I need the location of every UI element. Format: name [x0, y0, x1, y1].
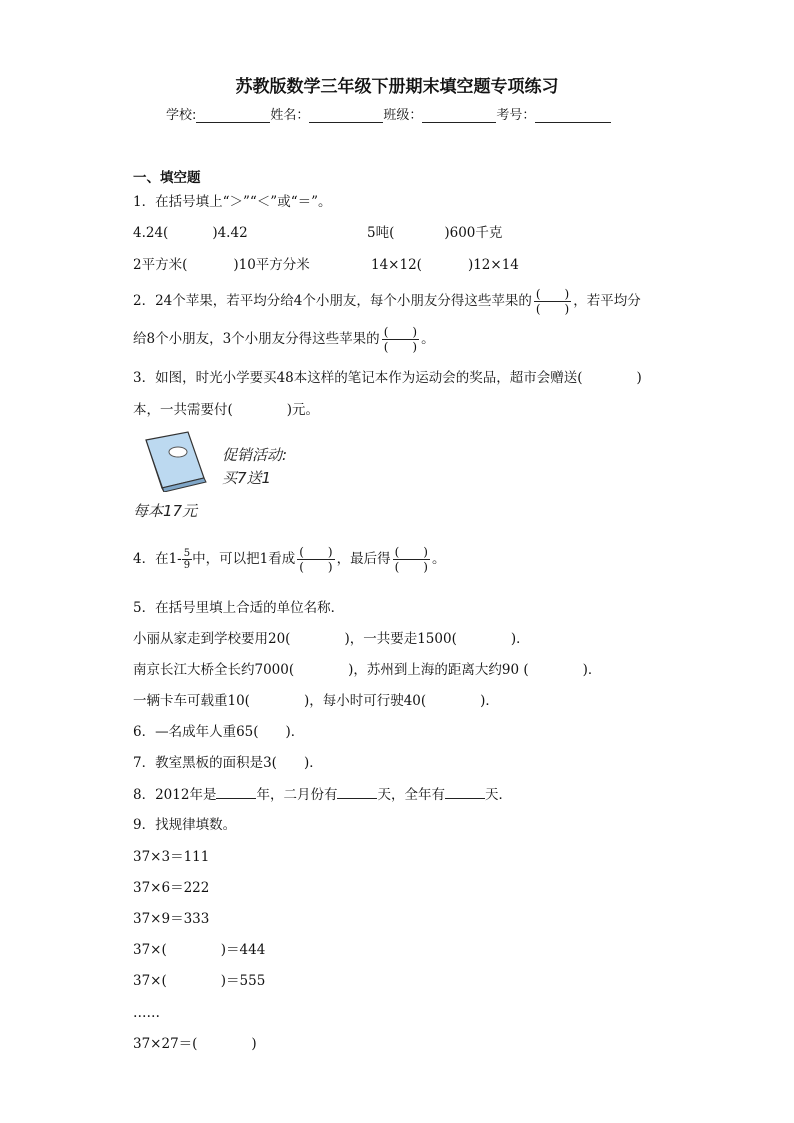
q8-text-4: 天．: [484, 787, 512, 803]
q4-frac-num: 5: [183, 548, 191, 559]
q2-text-3: 给8个小朋友，3个小朋友分得这些苹果的: [133, 331, 380, 347]
q8-text-3: 天，全年有: [377, 787, 445, 803]
q8-blank-feb[interactable]: [337, 785, 377, 799]
class-label: 班级：: [383, 108, 423, 123]
notebook-label: [169, 447, 187, 457]
q1-b-left: 5吨(: [367, 225, 395, 241]
page-title: 苏教版数学三年级下册期末填空题专项练习: [235, 77, 559, 97]
q1-d-right: )12×14: [467, 257, 519, 273]
q1-a-right: )4.42: [212, 225, 248, 241]
q2-fraction-blank-2[interactable]: [382, 325, 419, 354]
number-blank[interactable]: [535, 108, 611, 123]
q2-fraction-blank-1[interactable]: [534, 287, 571, 316]
q1-stem: 1．在括号填上“＞”“＜”或“＝”。: [133, 194, 332, 210]
class-blank[interactable]: [422, 108, 496, 123]
q9-row-6[interactable]: 37×27＝( ): [133, 1036, 257, 1052]
q4-fraction-blank-1[interactable]: [297, 545, 334, 574]
q1-c-right: )10平方分米: [233, 257, 310, 273]
q9-stem: 9．找规律填数。: [133, 817, 237, 833]
q9-row-3: 37×9＝333: [133, 911, 210, 927]
q9-row-1: 37×3＝111: [133, 849, 210, 865]
q8-text-2: 年，二月份有: [256, 787, 338, 803]
q4-blank1-num: ( ): [299, 545, 333, 559]
q1-c-left: 2平方米(: [133, 257, 188, 273]
q1-a-left: 4.24(: [133, 225, 169, 241]
name-label: 姓名：: [270, 108, 310, 123]
q3-line2[interactable]: 本，一共需要付( )元。: [133, 402, 320, 418]
q4-text-4: 。: [431, 551, 446, 567]
q4-text-3: ，最后得: [336, 551, 391, 567]
q1-item-d[interactable]: [371, 256, 519, 274]
q9-row-4[interactable]: 37×( )＝444: [133, 942, 266, 958]
q9-row-2: 37×6＝222: [133, 880, 210, 896]
q4-text-2: 中，可以把1看成: [192, 551, 296, 567]
q2-text-1: 2．24个苹果，若平均分给4个小朋友，每个小朋友分得这些苹果的: [133, 293, 532, 309]
name-blank[interactable]: [309, 108, 383, 123]
number-label: 考号：: [496, 108, 536, 123]
q1-item-c[interactable]: [133, 256, 310, 274]
q5-line1[interactable]: 小丽从家走到学校要用20( )，一共要走1500( )．: [133, 631, 530, 647]
q1-item-b[interactable]: [367, 224, 502, 242]
q1-b-right: )600千克: [444, 225, 503, 241]
q5-line2[interactable]: 南京长江大桥全长约7000( )，苏州到上海的距离大约90 ( )．: [133, 662, 602, 678]
promo-offer: 买7送1: [222, 469, 272, 487]
q9-ellipsis: ……: [133, 1005, 160, 1021]
q2-frac2-num: ( ): [383, 325, 418, 339]
q1-d-left: 14×12(: [371, 257, 422, 273]
q4-blank2-num: ( ): [394, 545, 428, 559]
school-label: 学校:: [166, 108, 197, 123]
q2-line2: [133, 322, 435, 356]
q3-line1[interactable]: 3．如图，时光小学要买48本这样的笔记本作为运动会的奖品，超市会赠送( ): [133, 370, 642, 386]
q2-frac1-num: ( ): [535, 287, 570, 301]
q2-frac2-den: ( ): [383, 340, 418, 354]
q4-given-fraction: [182, 548, 192, 571]
q1-item-a[interactable]: [133, 224, 248, 242]
q4-line: [133, 540, 445, 578]
notebook-image: [142, 430, 212, 492]
q8-text-1: 8．2012年是: [133, 787, 217, 803]
promo-title: 促销活动:: [222, 446, 288, 464]
price-note: 每本17元: [133, 502, 198, 520]
q4-frac-den: 9: [183, 560, 191, 571]
q2-text-4: 。: [421, 331, 435, 347]
q5-stem: 5．在括号里填上合适的单位名称．: [133, 600, 345, 616]
q2-text-2: ，若平均分: [573, 293, 641, 309]
q8-line: [133, 785, 512, 804]
q5-line3[interactable]: 一辆卡车可载重10( )，每小时可行驶40( )．: [133, 693, 499, 709]
q4-fraction-blank-2[interactable]: [393, 545, 430, 574]
q2-frac1-den: ( ): [535, 302, 570, 316]
q7[interactable]: 7．教室黑板的面积是3( )．: [133, 755, 323, 771]
q6[interactable]: 6．—名成年人重65( )．: [133, 724, 305, 740]
q9-row-5[interactable]: 37×( )＝555: [133, 973, 266, 989]
q2-line1: [133, 284, 641, 318]
q4-blank1-den: ( ): [299, 560, 333, 574]
q4-blank2-den: ( ): [394, 560, 428, 574]
section-heading: 一、填空题: [133, 170, 201, 186]
q8-blank-year[interactable]: [216, 785, 256, 799]
school-blank[interactable]: [196, 108, 270, 123]
q4-text-1: 4．在1-: [133, 551, 182, 567]
q8-blank-total[interactable]: [445, 785, 485, 799]
student-info: [166, 104, 611, 123]
